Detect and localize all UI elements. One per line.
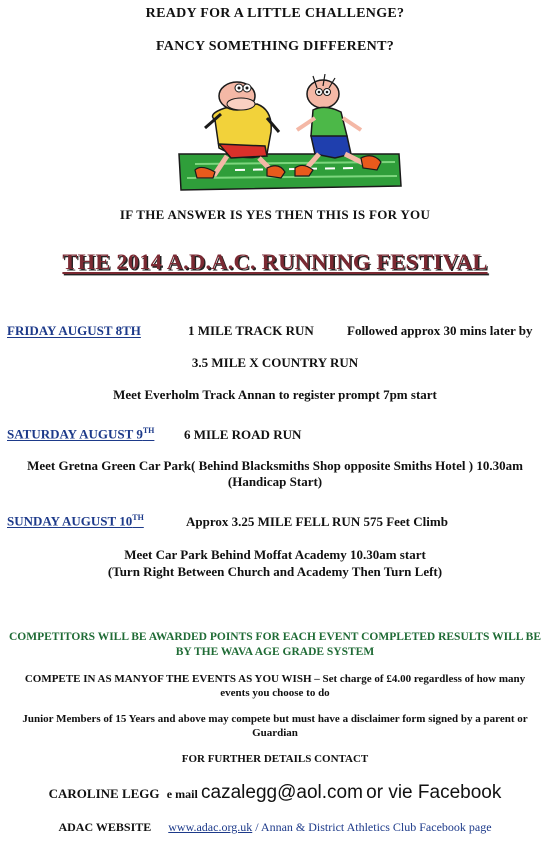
tagline: IF THE ANSWER IS YES THEN THIS IS FOR YOU	[119, 207, 431, 222]
saturday-run: 6 MILE ROAD RUN	[184, 427, 302, 442]
header-line-1: READY FOR A LITTLE CHALLENGE?	[145, 6, 405, 21]
header-line-2: FANCY SOMETHING DIFFERENT?	[155, 39, 395, 54]
sunday-meet-line-1: Meet Car Park Behind Moffat Academy 10.30am start	[124, 547, 426, 562]
compete-line-2: events you choose to do	[220, 687, 330, 699]
friday-run-1: 1 MILE TRACK RUN	[188, 323, 314, 338]
saturday-day-text: SATURDAY AUGUST 9	[7, 426, 143, 442]
contact-email[interactable]: cazalegg@aol.com	[201, 782, 363, 803]
friday-run-2: 3.5 MILE X COUNTRY RUN	[191, 355, 359, 370]
contact-name: CAROLINE LEGG	[48, 786, 160, 801]
compete-line-1: COMPETE IN AS MANYOF THE EVENTS AS YOU WISH – Set charge of £4.00 regardless of how many	[24, 673, 526, 685]
website-link[interactable]: www.adac.org.uk	[168, 820, 253, 834]
sunday-meet-line-2: (Turn Right Between Church and Academy Then Turn Left)	[107, 564, 443, 579]
sunday-day-suffix: TH	[132, 513, 144, 522]
contact-email-label: e mail	[166, 787, 198, 801]
cartoon-runners-icon	[175, 74, 405, 196]
website-line	[0, 820, 550, 835]
saturday-meet-line-1: Meet Gretna Green Car Park( Behind Blacksmiths Shop opposite Smiths Hotel ) 10.30am	[27, 458, 523, 473]
friday-day-label: FRIDAY AUGUST 8TH	[7, 323, 141, 338]
contact-heading: FOR FURTHER DETAILS CONTACT	[181, 753, 369, 765]
junior-line-1: Junior Members of 15 Years and above may compete but must have a disclaimer form signed by a parent or	[22, 713, 528, 725]
points-line-1: COMPETITORS WILL BE AWARDED POINTS FOR EACH EVENT COMPLETED RESULTS WILL BE	[8, 631, 542, 643]
sunday-day-text: SUNDAY AUGUST 10	[7, 513, 133, 529]
points-line-2: BY THE WAVA AGE GRADE SYSTEM	[175, 646, 375, 658]
website-facebook-text: / Annan & District Athletics Club Facebook page	[255, 820, 492, 834]
friday-meet: Meet Everholm Track Annan to register prompt 7pm start	[113, 387, 437, 402]
contact-facebook: or vie Facebook	[366, 782, 502, 803]
friday-run-1-note: Followed approx 30 mins later by	[347, 323, 533, 338]
saturday-meet-line-2: (Handicap Start)	[227, 474, 323, 489]
saturday-day-label	[7, 426, 154, 442]
contact-line	[0, 782, 550, 804]
sunday-run: Approx 3.25 MILE FELL RUN 575 Feet Climb	[186, 514, 448, 529]
sunday-day-label	[7, 513, 144, 529]
junior-line-2: Guardian	[252, 727, 298, 739]
saturday-day-suffix: TH	[142, 426, 155, 435]
website-label: ADAC WEBSITE	[58, 820, 152, 834]
festival-title: THE 2014 A.D.A.C. RUNNING FESTIVAL	[62, 249, 488, 274]
